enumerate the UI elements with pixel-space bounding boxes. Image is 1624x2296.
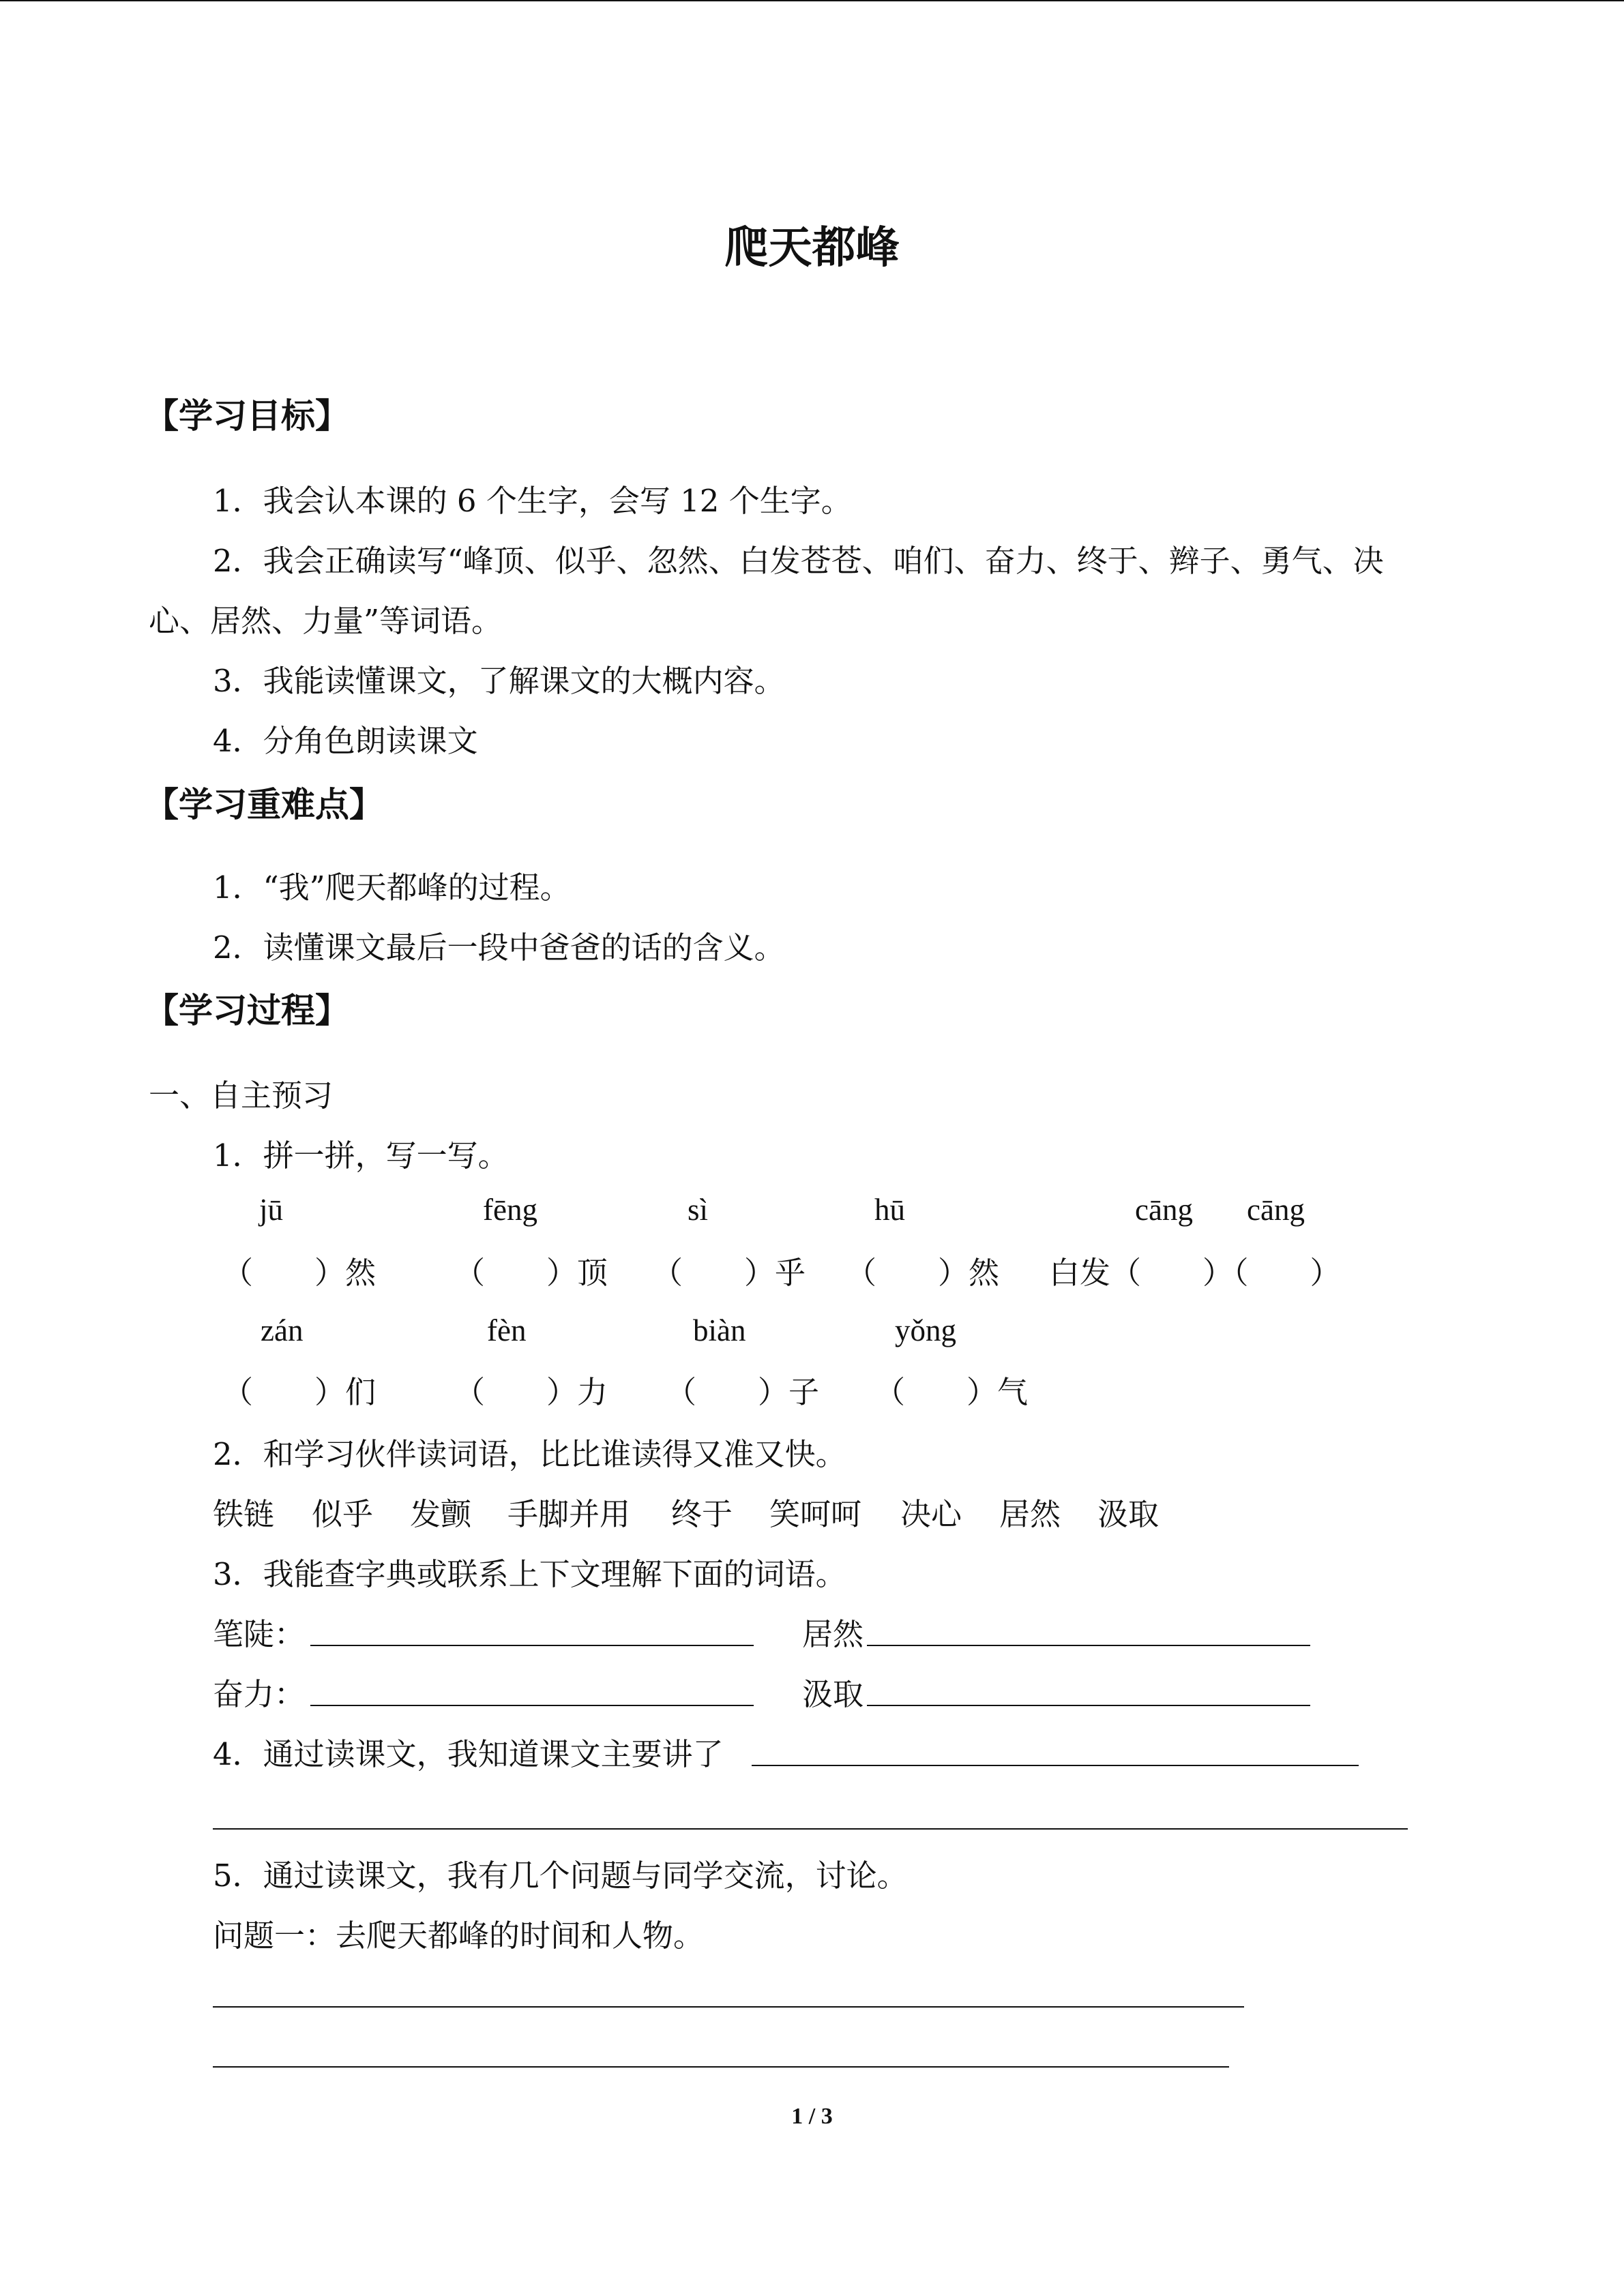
blank-zan-men[interactable]: （ ）们 <box>222 1374 377 1410</box>
page-number: 1 / 3 <box>791 2104 833 2129</box>
q5-question-1: 问题一：去爬天都峰的时间和人物。 <box>213 1918 705 1954</box>
blank-yong-qi[interactable]: （ ）气 <box>874 1374 1029 1410</box>
blank-feng-ding[interactable]: （ ）顶 <box>454 1255 608 1291</box>
page-top-border <box>0 0 1624 1</box>
word-item: 手脚并用 <box>507 1496 631 1532</box>
goal-item-3: 3．我能读懂课文，了解课文的大概内容。 <box>213 663 785 699</box>
goal-item-4: 4．分角色朗读课文 <box>213 723 478 759</box>
answer-line-q5-2[interactable] <box>213 2066 1229 2068</box>
word-item: 汲取 <box>1097 1496 1160 1532</box>
page-title: 爬天都峰 <box>724 223 900 273</box>
q1-prompt: 1．拼一拼，写一写。 <box>213 1137 509 1174</box>
section-heading-process: 【学习过程】 <box>145 991 349 1030</box>
word-item: 似乎 <box>312 1496 374 1532</box>
word-item: 铁链 <box>213 1496 275 1532</box>
label-fen-li: 奋力： <box>213 1676 306 1712</box>
word-item: 笑呵呵 <box>769 1496 862 1532</box>
answer-line-bi-dou[interactable] <box>310 1645 754 1646</box>
blank-ju-ran[interactable]: （ ）然 <box>222 1255 377 1291</box>
pinyin-zan: zán <box>261 1313 304 1347</box>
word-item: 决心 <box>900 1496 962 1532</box>
word-item: 终于 <box>671 1496 733 1532</box>
answer-line-fen-li[interactable] <box>310 1705 754 1706</box>
pinyin-cang-2: cāng <box>1247 1193 1305 1227</box>
key-point-2: 2．读懂课文最后一段中爸爸的话的含义。 <box>213 929 785 966</box>
q5-prompt: 5．通过读课文，我有几个问题与同学交流，讨论。 <box>213 1858 908 1894</box>
pinyin-cang-1: cāng <box>1135 1193 1193 1227</box>
section-heading-goals: 【学习目标】 <box>145 396 349 436</box>
goal-item-1: 1．我会认本课的 6 个生字，会写 12 个生字。 <box>213 483 852 519</box>
answer-line-q4-cont[interactable] <box>213 1828 1408 1830</box>
answer-line-q4[interactable] <box>752 1765 1359 1766</box>
answer-line-ju-ran[interactable] <box>867 1645 1310 1646</box>
q3-prompt: 3．我能查字典或联系上下文理解下面的词语。 <box>213 1556 846 1592</box>
label-ju-ran: 居然 <box>802 1616 864 1652</box>
pinyin-yong: yǒng <box>895 1313 956 1347</box>
pinyin-feng: fēng <box>483 1193 537 1227</box>
word-item: 居然 <box>999 1496 1061 1532</box>
q4-prompt: 4．通过读课文，我知道课文主要讲了 <box>213 1736 724 1772</box>
answer-line-ji-qu[interactable] <box>867 1705 1310 1706</box>
blank-si-hu[interactable]: （ ）乎 <box>652 1255 806 1291</box>
blank-bian-zi[interactable]: （ ）子 <box>666 1374 820 1410</box>
pinyin-hu: hū <box>874 1193 905 1227</box>
key-point-1: 1．“我”爬天都峰的过程。 <box>213 869 571 906</box>
pinyin-bian: biàn <box>693 1313 746 1347</box>
section-heading-key-points: 【学习重难点】 <box>145 785 383 824</box>
answer-line-q5-1[interactable] <box>213 2006 1244 2008</box>
pinyin-ju: jū <box>259 1193 284 1227</box>
word-item: 发颤 <box>410 1496 472 1532</box>
label-ji-qu: 汲取 <box>802 1676 864 1712</box>
pinyin-fen: fèn <box>487 1313 527 1347</box>
pinyin-si: sì <box>688 1193 709 1227</box>
q2-prompt: 2．和学习伙伴读词语，比比谁读得又准又快。 <box>213 1436 846 1472</box>
goal-item-2: 2．我会正确读写“峰顶、似乎、忽然、白发苍苍、咱们、奋力、终于、辫子、勇气、决 <box>213 543 1384 579</box>
blank-fen-li[interactable]: （ ）力 <box>454 1374 608 1410</box>
part1-title: 一、自主预习 <box>149 1077 334 1114</box>
goal-item-2-cont: 心、居然、力量”等词语。 <box>149 603 503 639</box>
blank-hu-ran[interactable]: （ ）然 <box>846 1255 1000 1291</box>
label-bi-dou: 笔陡： <box>213 1616 306 1652</box>
blank-bai-fa-cang-cang[interactable]: 白发（ ）（ ） <box>1049 1255 1341 1291</box>
